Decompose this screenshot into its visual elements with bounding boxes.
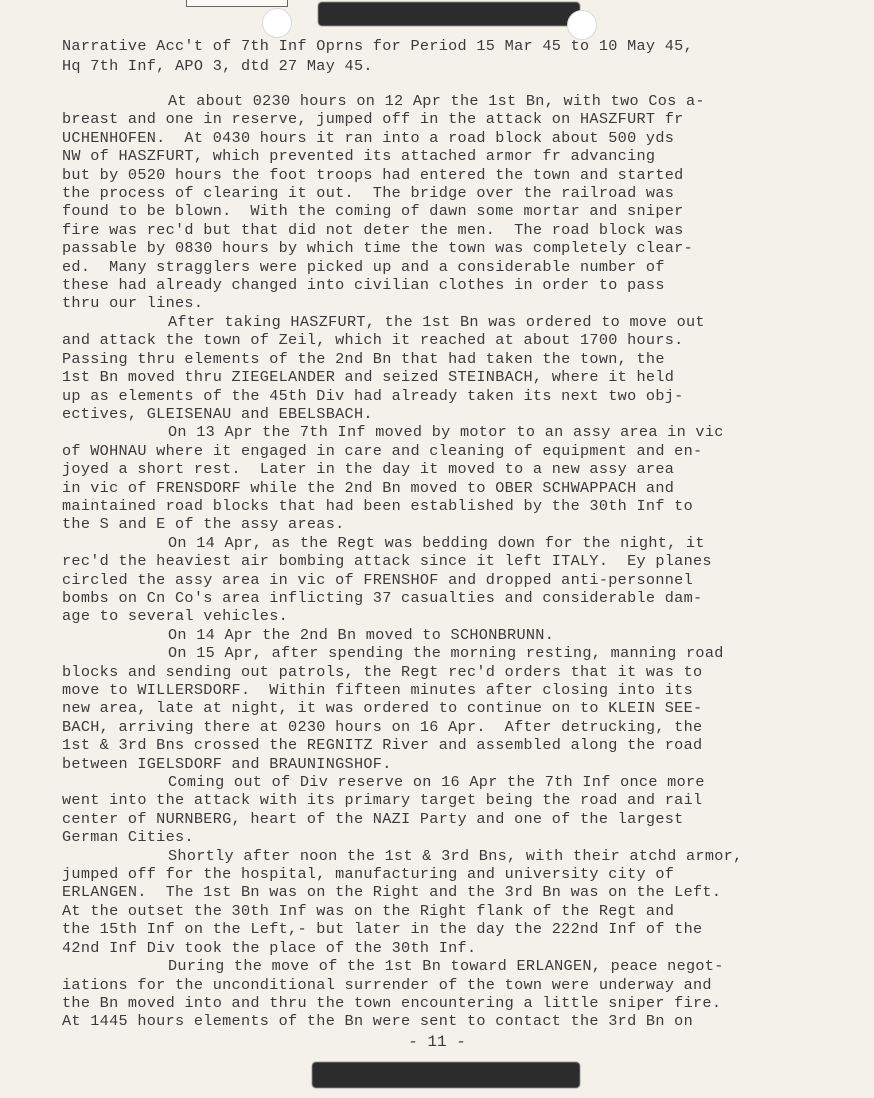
ink-smudge-top (318, 2, 580, 26)
text-line: jumped off for the hospital, manufacturing and university city of (62, 865, 675, 884)
text-line: ERLANGEN. The 1st Bn was on the Right and the 3rd Bn was on the Left. (62, 883, 722, 902)
text-line: iations for the unconditional surrender of the town were underway and (62, 975, 712, 994)
text-line: fire was rec'd but that did not deter the men. The road block was (62, 220, 684, 239)
paragraph (62, 773, 862, 847)
header-line: Hq 7th Inf, APO 3, dtd 27 May 45. (62, 57, 373, 75)
paragraph (62, 957, 862, 1031)
text-line: age to several vehicles. (62, 607, 289, 626)
text-line: up as elements of the 45th Div had already taken its next two obj- (62, 386, 684, 405)
paragraph (62, 423, 862, 533)
text-line: Shortly after noon the 1st & 3rd Bns, with their atchd armor, (168, 846, 743, 865)
text-line: in vic of FRENSDORF while the 2nd Bn moved to OBER SCHWAPPACH and (62, 478, 675, 497)
text-line: blocks and sending out patrols, the Regt rec'd orders that it was to (62, 662, 703, 681)
text-line: NW of HASZFURT, which prevented its attached armor fr advancing (62, 147, 656, 166)
text-line: the process of clearing it out. The bridge over the railroad was (62, 184, 675, 203)
text-line: went into the attack with its primary target being the road and rail (62, 791, 703, 810)
text-line: between IGELSDORF and BRAUNINGSHOF. (62, 754, 392, 773)
text-line: the Bn moved into and thru the town encountering a little sniper fire. (62, 993, 722, 1012)
text-line: After taking HASZFURT, the 1st Bn was ordered to move out (168, 312, 705, 331)
text-line: At about 0230 hours on 12 Apr the 1st Bn, with two Cos a- (168, 92, 705, 110)
text-line: thru our lines. (62, 294, 204, 313)
text-line: center of NURNBERG, heart of the NAZI Party and one of the largest (62, 809, 684, 828)
text-line: 42nd Inf Div took the place of the 30th Inf. (62, 938, 477, 957)
paragraph (62, 847, 862, 957)
paragraph (62, 626, 862, 644)
text-line: joyed a short rest. Later in the day it moved to a new assy area (62, 460, 675, 479)
text-line: passable by 0830 hours by which time the town was completely clear- (62, 239, 694, 258)
paragraph (62, 92, 862, 313)
text-line: At the outset the 30th Inf was on the Right flank of the Regt and (62, 901, 675, 920)
text-line: ectives, GLEISENAU and EBELSBACH. (62, 404, 373, 423)
header-line: Narrative Acc't of 7th Inf Oprns for Period 15 Mar 45 to 10 May 45, (62, 37, 694, 55)
paragraph (62, 313, 862, 423)
text-line: On 14 Apr the 2nd Bn moved to SCHONBRUNN. (168, 625, 555, 644)
text-line: circled the assy area in vic of FRENSHOF and dropped anti-personnel (62, 570, 694, 589)
text-line: German Cities. (62, 828, 194, 847)
text-line: rec'd the heaviest air bombing attack since it left ITALY. Ey planes (62, 552, 712, 571)
text-line: maintained road blocks that had been established by the 30th Inf to (62, 496, 694, 515)
page-number: - 11 - (408, 1033, 466, 1051)
text-line: of WOHNAU where it engaged in care and cleaning of equipment and en- (62, 441, 703, 460)
text-line: new area, late at night, it was ordered to continue on to KLEIN SEE- (62, 699, 703, 718)
document-header (62, 36, 852, 76)
text-line: the 15th Inf on the Left,- but later in the day the 222nd Inf of the (62, 920, 703, 939)
narrative-body (62, 92, 862, 1031)
paper-tab (186, 0, 288, 7)
text-line: Coming out of Div reserve on 16 Apr the 7th Inf once more (168, 773, 705, 792)
text-line: On 15 Apr, after spending the morning resting, manning road (168, 644, 724, 663)
text-line: but by 0520 hours the foot troops had entered the town and started (62, 165, 684, 184)
text-line: During the move of the 1st Bn toward ERLANGEN, peace negot- (168, 957, 724, 976)
text-line: move to WILLERSDORF. Within fifteen minutes after closing into its (62, 681, 694, 699)
text-line: these had already changed into civilian clothes in order to pass (62, 276, 665, 295)
text-line: 1st Bn moved thru ZIEGELANDER and seized STEINBACH, where it held (62, 368, 675, 387)
text-line: and attack the town of Zeil, which it reached at about 1700 hours. (62, 331, 684, 350)
text-line: On 13 Apr the 7th Inf moved by motor to an assy area in vic (168, 423, 724, 442)
text-line: the S and E of the assy areas. (62, 515, 345, 534)
text-line: bombs on Cn Co's area inflicting 37 casualties and considerable dam- (62, 588, 703, 607)
text-line: On 14 Apr, as the Regt was bedding down for the night, it (168, 533, 705, 552)
text-line: found to be blown. With the coming of dawn some mortar and sniper (62, 202, 684, 221)
text-line: Passing thru elements of the 2nd Bn that had taken the town, the (62, 349, 665, 368)
paragraph (62, 534, 862, 626)
text-line: breast and one in reserve, jumped off in the attack on HASZFURT fr (62, 110, 684, 129)
paragraph (62, 644, 862, 773)
punch-hole-left (262, 8, 292, 38)
text-line: UCHENHOFEN. At 0430 hours it ran into a road block about 500 yds (62, 128, 675, 147)
ink-smudge-bottom (312, 1062, 580, 1088)
text-line: At 1445 hours elements of the Bn were sent to contact the 3rd Bn on (62, 1012, 694, 1031)
text-line: ed. Many stragglers were picked up and a considerable number of (62, 257, 665, 276)
text-line: BACH, arriving there at 0230 hours on 16 Apr. After detrucking, the (62, 717, 703, 736)
text-line: 1st & 3rd Bns crossed the REGNITZ River and assembled along the road (62, 736, 703, 755)
